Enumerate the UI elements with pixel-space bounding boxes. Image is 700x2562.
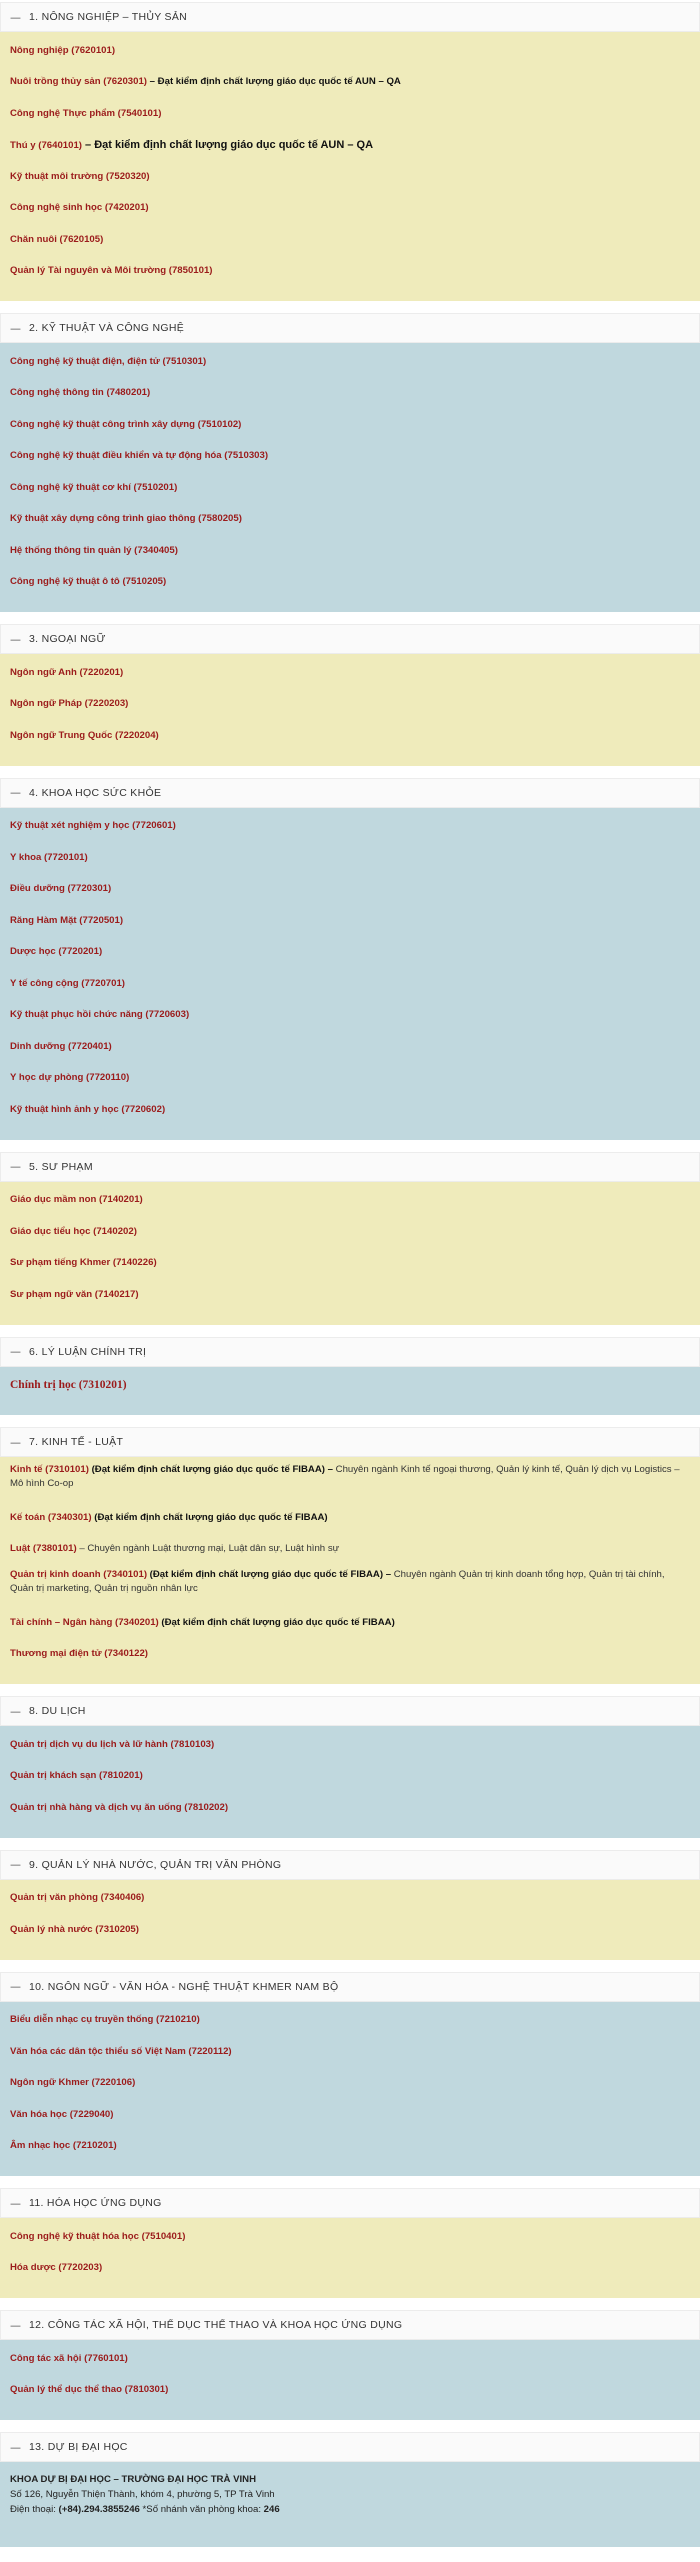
list-item: [10, 1031, 690, 1063]
program-link[interactable]: Quản trị nhà hàng và dịch vụ ăn uống (7810202): [10, 1801, 229, 1813]
list-item-text: [10, 1891, 144, 1905]
section-body: [0, 1367, 700, 1416]
section-header[interactable]: [0, 2432, 700, 2462]
program-link[interactable]: Kỹ thuật xây dựng công trình giao thông (7580205): [10, 513, 242, 525]
list-item-text: [10, 977, 125, 991]
list-item-text: [10, 1616, 395, 1630]
section-header[interactable]: [0, 624, 700, 654]
section-9: [0, 1850, 700, 1960]
program-link[interactable]: Công nghệ kỹ thuật điện, điện tử (7510301): [10, 355, 207, 367]
section-title: 6. LÝ LUẬN CHÍNH TRỊ: [29, 1345, 147, 1358]
program-link[interactable]: Sư phạm ngữ văn (7140217): [10, 1288, 139, 1300]
program-link[interactable]: Ngôn ngữ Pháp (7220203): [10, 698, 129, 710]
list-item-text: [10, 386, 150, 400]
list-item: [10, 1216, 690, 1248]
section-header[interactable]: [0, 2188, 700, 2218]
section-header[interactable]: [0, 2310, 700, 2340]
program-link[interactable]: Ngôn ngữ Anh (7220201): [10, 666, 124, 678]
section-body: [0, 1726, 700, 1838]
section-title: 12. CÔNG TÁC XÃ HỘI, THỂ DỤC THỂ THAO VÀ KHOA HỌC ỨNG DỤNG: [29, 2319, 403, 2331]
section-title: 2. KỸ THUẬT VÀ CÔNG NGHỆ: [29, 322, 185, 334]
section-10: [0, 1972, 700, 2177]
section-header[interactable]: [0, 778, 700, 808]
section-body: [0, 32, 700, 301]
list-item-text: [10, 2076, 135, 2090]
list-item: [10, 720, 690, 752]
program-link[interactable]: Biểu diễn nhạc cụ truyền thống (7210210): [10, 2014, 200, 2026]
phone-number[interactable]: (+84).294.3855246: [58, 2504, 140, 2515]
program-link[interactable]: Công nghệ kỹ thuật ô tô (7510205): [10, 576, 167, 588]
list-item-text: [10, 2352, 128, 2366]
accreditation-note: – Đạt kiểm định chất lượng giáo dục quốc tế AUN – QA: [82, 138, 374, 151]
program-link[interactable]: Kế toán (7340301): [10, 1511, 92, 1523]
section-header[interactable]: [0, 1152, 700, 1182]
phone-line: [10, 2502, 690, 2517]
list-item: [10, 504, 690, 536]
program-link[interactable]: Văn hóa các dân tộc thiểu số Việt Nam (7220112): [10, 2045, 232, 2057]
section-3: [0, 624, 700, 766]
list-item-text: [10, 2045, 232, 2059]
list-item-text: [10, 1256, 157, 1270]
list-item-text: [10, 575, 166, 589]
list-item-text: [10, 2230, 185, 2244]
program-link[interactable]: Điều dưỡng (7720301): [10, 883, 112, 895]
list-item: [10, 811, 690, 843]
list-item: [10, 1000, 690, 1032]
program-link[interactable]: Thú y (7640101): [10, 139, 82, 151]
list-item-text: [10, 945, 102, 959]
section-6: [0, 1337, 700, 1416]
program-link[interactable]: Thương mại điện tử (7340122): [10, 1648, 149, 1660]
section-title: 8. DU LỊCH: [29, 1705, 86, 1717]
program-link[interactable]: Quản trị dịch vụ du lịch và lữ hành (7810103): [10, 1738, 215, 1750]
collapse-icon[interactable]: —: [10, 632, 21, 646]
section-body: [0, 1457, 700, 1684]
program-link[interactable]: Công tác xã hội (7760101): [10, 2352, 128, 2364]
section-13: [0, 2432, 700, 2547]
list-item-text: [10, 697, 128, 711]
specialization-note: Chuyên ngành Quản trị kinh doanh tổng hợp, Quản trị tài chính, Quản trị marketing, Quản trị nguồn nhân lực: [10, 1569, 665, 1594]
list-item: [10, 67, 690, 99]
section-body: [0, 808, 700, 1140]
list-item-text: [10, 1738, 214, 1752]
program-link[interactable]: Quản lý thể dục thể thao (7810301): [10, 2384, 169, 2396]
collapse-icon[interactable]: —: [10, 1345, 21, 1358]
list-item-text: [10, 544, 178, 558]
list-item: [10, 2375, 690, 2407]
section-title: 1. NÔNG NGHIỆP – THỦY SẢN: [29, 11, 188, 23]
program-link[interactable]: Hệ thống thông tin quản lý (7340405): [10, 544, 178, 556]
list-item: [10, 937, 690, 969]
list-item: [10, 1761, 690, 1793]
list-item: [10, 441, 690, 473]
accreditation-note: (Đạt kiểm định chất lượng giáo dục quốc tế FIBAA) –: [147, 1569, 392, 1580]
program-link[interactable]: Công nghệ sinh học (7420201): [10, 202, 149, 214]
section-body: [0, 1182, 700, 1325]
section-header[interactable]: [0, 1337, 700, 1367]
list-item: [10, 224, 690, 256]
list-item-text: [10, 1103, 165, 1117]
list-item-text: [10, 1040, 112, 1054]
list-item-text: [10, 666, 123, 680]
accreditation-note: (Đạt kiểm định chất lượng giáo dục quốc tế FIBAA) –: [88, 1464, 333, 1475]
section-title: 5. SƯ PHẠM: [29, 1160, 93, 1173]
section-5: [0, 1152, 700, 1325]
list-item-text: [10, 481, 177, 495]
list-item: [10, 2253, 690, 2285]
list-item: [10, 2068, 690, 2100]
list-item-text: [10, 1071, 129, 1085]
list-item-text: [10, 1769, 143, 1783]
section-1: [0, 2, 700, 301]
list-item: [10, 968, 690, 1000]
collapse-icon[interactable]: —: [10, 2318, 21, 2332]
section-title: 3. NGOẠI NGỮ: [29, 633, 106, 645]
collapse-icon[interactable]: —: [10, 10, 21, 24]
collapse-icon[interactable]: —: [10, 2440, 21, 2454]
contact-block: [0, 2462, 700, 2547]
list-item-text: [10, 2108, 113, 2122]
list-item: [10, 472, 690, 504]
section-body: [0, 2002, 700, 2177]
list-item-text: [10, 418, 241, 432]
list-item: [10, 567, 690, 599]
program-link[interactable]: Kỹ thuật môi trường (7520320): [10, 170, 150, 182]
list-item-text: [10, 851, 88, 865]
program-link[interactable]: Kinh tế (7310101): [10, 1464, 89, 1475]
list-item-text: [10, 882, 111, 896]
program-link[interactable]: Công nghệ kỹ thuật hóa học (7510401): [10, 2230, 186, 2242]
program-link[interactable]: Chính trị học (7310201): [10, 1378, 127, 1391]
program-link[interactable]: Quản trị văn phòng (7340406): [10, 1892, 145, 1904]
specialization-note: Chuyên ngành Kinh tế ngoại thương, Quản lý kinh tế, Quản lý dịch vụ Logistics – Mô hình Co-op: [10, 1464, 680, 1489]
list-item: [10, 1279, 690, 1311]
program-link[interactable]: Y học dự phòng (7720110): [10, 1072, 130, 1084]
program-link[interactable]: Giáo dục tiểu học (7140202): [10, 1225, 137, 1237]
list-item-text: [10, 1288, 139, 1302]
list-item: [10, 378, 690, 410]
program-link[interactable]: Công nghệ kỹ thuật công trình xây dựng (7510102): [10, 418, 242, 430]
list-item: [10, 1063, 690, 1095]
collapse-icon[interactable]: —: [10, 1704, 21, 1718]
list-item: [10, 1883, 690, 1915]
list-item: [10, 2131, 690, 2163]
program-link[interactable]: Quản lý Tài nguyên và Môi trường (7850101): [10, 265, 213, 277]
list-item: [10, 1607, 690, 1639]
program-link[interactable]: Văn hóa học (7229040): [10, 2108, 114, 2120]
list-item-text: [10, 2383, 168, 2397]
section-body: [0, 343, 700, 612]
program-link[interactable]: Kỹ thuật hình ảnh y học (7720602): [10, 1103, 166, 1115]
list-item-text: [10, 264, 213, 278]
list-item: [10, 2099, 690, 2131]
address: Số 126, Nguyễn Thiện Thành, khóm 4, phường 5, TP Trà Vinh: [10, 2489, 275, 2500]
collapse-icon[interactable]: —: [10, 2196, 21, 2210]
section-title: 4. KHOA HỌC SỨC KHỎE: [29, 786, 162, 799]
program-link[interactable]: Quản lý nhà nước (7310205): [10, 1923, 139, 1935]
program-link[interactable]: Công nghệ kỹ thuật điều khiển và tự động hóa (7510303): [10, 450, 269, 462]
list-item-text: [10, 355, 206, 369]
specialization-note: – Chuyên ngành Luật thương mại, Luật dân sự, Luật hình sự: [76, 1543, 340, 1555]
list-item-text: [10, 1542, 339, 1556]
section-body: [0, 2340, 700, 2420]
program-link[interactable]: Hóa dược (7720203): [10, 2262, 103, 2274]
list-item-text: [10, 1193, 143, 1207]
collapse-icon[interactable]: —: [10, 786, 21, 799]
program-link[interactable]: Nông nghiệp (7620101): [10, 44, 116, 56]
list-item-text: [10, 170, 150, 184]
section-header[interactable]: [0, 2, 700, 32]
list-item-text: [10, 1008, 189, 1022]
list-item-text: [10, 201, 149, 215]
section-11: [0, 2188, 700, 2298]
list-item-text: [10, 1647, 148, 1661]
list-item-text: [10, 1568, 690, 1596]
collapse-icon[interactable]: —: [10, 321, 21, 335]
list-item-text: [10, 2139, 117, 2153]
list-item-text: [10, 233, 103, 247]
section-header[interactable]: [0, 1850, 700, 1880]
list-item: [10, 1460, 690, 1502]
list-item-text: [10, 729, 159, 743]
accreditation-note: (Đạt kiểm định chất lượng giáo dục quốc tế FIBAA): [91, 1511, 328, 1523]
list-item: [10, 689, 690, 721]
list-item-text: [10, 512, 242, 526]
collapse-icon[interactable]: —: [10, 1858, 21, 1871]
program-link[interactable]: Ngôn ngữ Khmer (7220106): [10, 2077, 136, 2089]
list-item-text: [10, 107, 161, 121]
list-item: [10, 2221, 690, 2253]
list-item: [10, 161, 690, 193]
section-header[interactable]: [0, 1427, 700, 1457]
program-link[interactable]: Dinh dưỡng (7720401): [10, 1040, 112, 1052]
list-item: [10, 1565, 690, 1607]
list-item: [10, 657, 690, 689]
list-item: [10, 905, 690, 937]
list-item: [10, 1370, 690, 1402]
program-link[interactable]: Sư phạm tiếng Khmer (7140226): [10, 1257, 157, 1269]
list-item-text: [10, 1378, 127, 1393]
list-item: [10, 130, 690, 162]
list-item-text: [10, 138, 373, 153]
list-item-text: [10, 75, 401, 89]
section-2: [0, 313, 700, 612]
section-body: [0, 654, 700, 766]
list-item-text: [10, 1923, 139, 1937]
list-item: [10, 2036, 690, 2068]
list-item-text: [10, 1801, 228, 1815]
program-link[interactable]: Dược học (7720201): [10, 946, 103, 958]
list-item: [10, 1639, 690, 1671]
list-item: [10, 256, 690, 288]
list-item: [10, 1914, 690, 1946]
org-name: KHOA DỰ BỊ ĐẠI HỌC – TRƯỜNG ĐẠI HỌC TRÀ VINH: [10, 2474, 257, 2485]
section-4: [0, 778, 700, 1140]
list-item: [10, 874, 690, 906]
list-item: [10, 1729, 690, 1761]
list-item-text: [10, 1463, 690, 1491]
list-item: [10, 1502, 690, 1534]
list-item-text: [10, 449, 268, 463]
list-item-text: [10, 1225, 137, 1239]
accreditation-note: (Đạt kiểm định chất lượng giáo dục quốc tế FIBAA): [158, 1616, 395, 1628]
list-item-text: [10, 2013, 200, 2027]
list-item: [10, 842, 690, 874]
list-item: [10, 1094, 690, 1126]
program-link[interactable]: Công nghệ kỹ thuật cơ khí (7510201): [10, 481, 178, 493]
section-header[interactable]: [0, 1972, 700, 2002]
collapse-icon[interactable]: —: [10, 1980, 21, 1993]
section-12: [0, 2310, 700, 2420]
list-item-text: [10, 914, 123, 928]
list-item: [10, 409, 690, 441]
list-item-text: [10, 819, 176, 833]
section-header[interactable]: [0, 1696, 700, 1726]
list-item: [10, 1534, 690, 1566]
section-body: [0, 1880, 700, 1960]
list-item: [10, 193, 690, 225]
program-link[interactable]: Y khoa (7720101): [10, 851, 88, 863]
program-link[interactable]: Giáo dục mầm non (7140201): [10, 1194, 143, 1206]
ext-label: *Số nhánh văn phòng khoa:: [139, 2504, 264, 2515]
phone-label: Điện thoại:: [10, 2504, 59, 2515]
section-title: 9. QUẢN LÝ NHÀ NƯỚC, QUẢN TRỊ VĂN PHÒNG: [29, 1858, 282, 1871]
list-item: [10, 2005, 690, 2037]
list-item: [10, 1185, 690, 1217]
list-item-text: [10, 2261, 102, 2275]
list-item: [10, 346, 690, 378]
program-link[interactable]: Công nghệ thông tin (7480201): [10, 387, 151, 399]
list-item-text: [10, 1511, 328, 1525]
list-item: [10, 1248, 690, 1280]
program-link[interactable]: Răng Hàm Mặt (7720501): [10, 914, 124, 926]
collapse-icon[interactable]: —: [10, 1160, 21, 1173]
program-link[interactable]: Y tế công cộng (7720701): [10, 977, 125, 989]
program-link[interactable]: Kỹ thuật phục hồi chức năng (7720603): [10, 1009, 190, 1021]
collapse-icon[interactable]: —: [10, 1435, 21, 1449]
program-link[interactable]: Âm nhạc học (7210201): [10, 2140, 117, 2152]
program-link[interactable]: Quản trị khách sạn (7810201): [10, 1770, 143, 1782]
program-link[interactable]: Kỹ thuật xét nghiệm y học (7720601): [10, 820, 176, 832]
section-8: [0, 1696, 700, 1838]
list-item: [10, 2343, 690, 2375]
program-link[interactable]: Chăn nuôi (7620105): [10, 233, 104, 245]
program-link[interactable]: Luật (7380101): [10, 1543, 77, 1555]
list-item: [10, 535, 690, 567]
program-link[interactable]: Tài chính – Ngân hàng (7340201): [10, 1616, 159, 1628]
program-link[interactable]: Quản trị kinh doanh (7340101): [10, 1569, 148, 1580]
section-title: 7. KINH TẾ - LUẬT: [29, 1436, 124, 1448]
section-body: [0, 2218, 700, 2298]
list-item: [10, 35, 690, 67]
program-link[interactable]: Ngôn ngữ Trung Quốc (7220204): [10, 729, 159, 741]
accreditation-note: – Đạt kiểm định chất lượng giáo dục quốc tế AUN – QA: [147, 76, 401, 88]
section-title: 13. DỰ BỊ ĐẠI HỌC: [29, 2441, 128, 2453]
section-header[interactable]: [0, 313, 700, 343]
section-title: 11. HÓA HỌC ỨNG DỤNG: [29, 2197, 162, 2209]
program-link[interactable]: Công nghệ Thực phẩm (7540101): [10, 107, 162, 119]
section-7: [0, 1427, 700, 1684]
section-title: 10. NGÔN NGỮ - VĂN HÓA - NGHỆ THUẬT KHMER NAM BỘ: [29, 1980, 339, 1993]
program-link[interactable]: Nuôi trồng thủy sản (7620301): [10, 76, 148, 88]
list-item: [10, 1792, 690, 1824]
ext-number: 246: [263, 2504, 280, 2515]
list-item-text: [10, 44, 115, 58]
list-item: [10, 98, 690, 130]
